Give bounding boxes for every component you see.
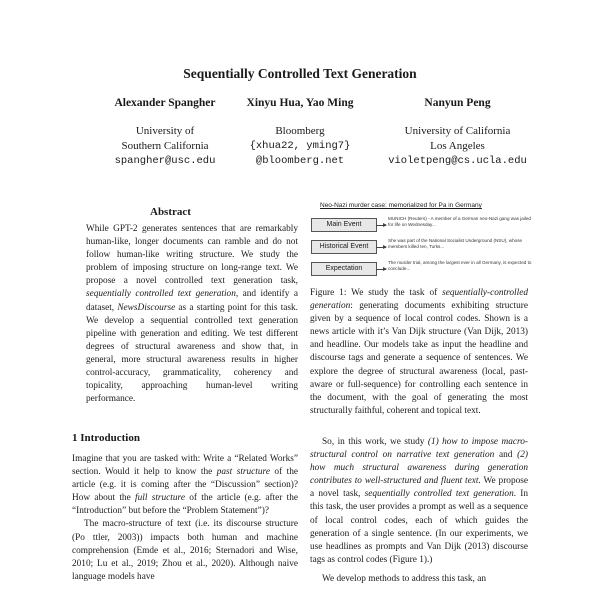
figure-box-description: MUNICH (Reuters) - A member of a German neo-Nazi gang was jailed for life on Wednesday... — [388, 216, 531, 227]
body-text: So, in this work, we study — [322, 437, 428, 447]
author-affiliation: University of California — [404, 125, 511, 137]
figure-title: Neo-Nazi murder case: memorialized for Pa in Germany — [320, 202, 482, 209]
body-text: . In this task, the user provides a prompt as well as a sequence of local control codes, each of which guides the generation of a single sentence. (In our experiments, we use headlines as prompts and Van Dijk (2013) discourse tags as control codes (Figure 1).) — [310, 489, 528, 565]
body-paragraph-2: We develop methods to address this task, an — [322, 573, 486, 584]
author-name: Nanyun Peng — [424, 97, 491, 109]
intro-emphasis: past structure — [216, 467, 270, 478]
author-affiliation: Southern California — [121, 140, 209, 152]
intro-text: of the article (e.g. after the “Introduction” but before the “Problem Statement”)? — [72, 493, 299, 517]
author-affiliation: University of — [135, 125, 195, 137]
paper-title: Sequentially Controlled Text Generation — [183, 66, 417, 81]
arrow-icon — [376, 269, 386, 270]
figure-box-description: The murder trial, among the largest ever in all Germany, is expected to conclude... — [388, 260, 532, 271]
section-heading-introduction: 1 Introduction — [72, 432, 140, 444]
author-block-1 — [90, 96, 240, 169]
intro-text: of the article (e.g. it is coming after the “Discussion” section)? How about the — [72, 467, 298, 504]
abstract-body — [86, 223, 298, 406]
abstract-emphasis: sequentially controlled text generation — [86, 289, 236, 300]
author-block-3 — [365, 96, 550, 169]
caption-text: : generating documents exhibiting structure given by a sequence of local control codes. Shown is a news article with it’s Van Dijk structure (Van Dijk, 2013) and headline. Our models take as input the headline and discourse tags and generate a sequence of sentences. We explore the degree of structural awareness (local, past-aware or full-sequence) for controlling each sentence in the document, with the goal of generating the most structurally faithful, coherent and topical text. — [310, 301, 528, 416]
author-email: spangher@usc.edu — [114, 155, 216, 167]
figure-box-description: She was part of the National Socialist Underground (NSU), whose members killed ten, Turks... — [388, 238, 523, 249]
intro-text: Imagine that you are tasked with: Write a “Related Works” section. Would it help to know the — [72, 454, 298, 478]
author-email: violetpeng@cs.ucla.edu — [388, 155, 527, 167]
arrow-icon — [376, 247, 386, 248]
body-text: We propose a novel task, — [310, 476, 528, 500]
arrow-icon — [376, 225, 386, 226]
intro-emphasis: full structure — [135, 493, 185, 504]
author-name: Xinyu Hua, Yao Ming — [246, 97, 354, 109]
caption-emphasis: sequentially-controlled generation — [310, 288, 528, 312]
author-name: Alexander Spangher — [114, 97, 216, 109]
right-column-body — [310, 436, 528, 586]
author-block-2 — [225, 96, 375, 169]
author-email: @bloomberg.net — [255, 155, 345, 167]
abstract-heading: Abstract — [150, 206, 191, 218]
abstract-text: as a starting point for this task. We develop a sequential controlled text generation pipeline with generation and editing. We test different degrees of structural awareness and show that, in general, more structural awareness results in higher control-accuracy, grammaticality, coherency and topicality, approaching human-level writing performance. — [86, 302, 298, 405]
figure-box-main-event: Main Event — [311, 218, 377, 232]
abstract-text: While GPT-2 generates sentences that are remarkably human-like, longer documents can ramble and do not follow human-like writing structure. We study the problem of imposing structure on long-range text. We propose a novel controlled text generation task, — [86, 224, 298, 287]
author-affiliation: Los Angeles — [430, 140, 485, 152]
abstract-text: , and identify a dataset, — [86, 289, 299, 313]
intro-paragraph-2: The macro-structure of text (i.e. its discourse structure (Po ttler, 2003)) impacts both human and machine comprehension (Emde et al., 2016; Sternadori and Wise, 2010; Lu et al., 2019; Zhou et al., 2020). Although naive language models have — [72, 519, 298, 582]
caption-text: Figure 1: We study the task of — [310, 288, 443, 298]
body-emphasis: (1) how to impose macro-structural control on narrative text generation — [310, 437, 528, 461]
body-text: and — [494, 450, 518, 461]
figure-caption — [310, 287, 528, 418]
body-emphasis: sequentially controlled text generation — [364, 489, 514, 500]
figure-box-historical-event: Historical Event — [311, 240, 377, 254]
introduction-body — [72, 453, 298, 584]
abstract-emphasis: NewsDiscourse — [117, 302, 176, 313]
author-email: {xhua22, yming7} — [249, 140, 351, 152]
figure-box-expectation: Expectation — [311, 262, 377, 276]
author-affiliation: Bloomberg — [275, 125, 325, 137]
body-emphasis: (2) how much structural awareness during generation contributes to well-structured and fluent text. — [310, 450, 528, 487]
